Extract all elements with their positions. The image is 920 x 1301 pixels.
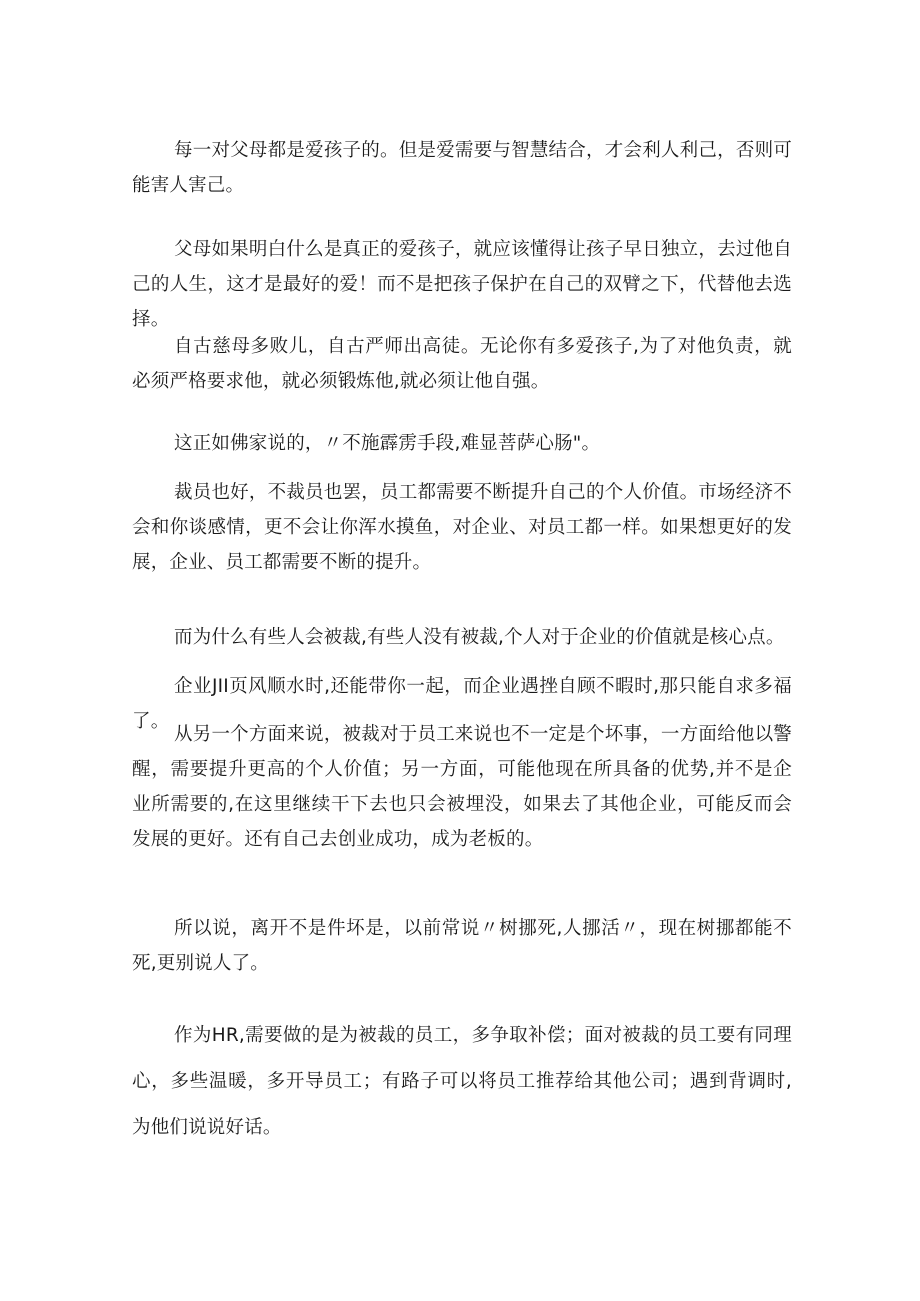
paragraph-independence: 父母如果明白什么是真正的爱孩子，就应该懂得让孩子早日独立，去过他自己的人生，这才是最好的爱！而不是把孩子保护在自己的双臂之下，代替他去选择。 <box>132 239 792 330</box>
paragraph-leaving: 所以说，离开不是件坏是，以前常说〃树挪死,人挪活〃，现在树挪都能不死,更别说人了。 <box>132 918 792 974</box>
paragraph-parents-love: 每一对父母都是爱孩子的。但是爱需要与智慧结合，才会利人利己，否则可能害人害己。 <box>132 140 792 196</box>
paragraph-other-side: 从另一个方面来说，被裁对于员工来说也不一定是个坏事，一方面给他以警醒，需要提升更高的个人价值；另一方面，可能他现在所具备的优势,并不是企业所需要的,在这里继续干下去也只会被埋没，如果去了其他企业，可能反而会发展的更好。还有自己去创业成功，成为老板的。 <box>132 724 792 850</box>
paragraph-buddhist-saying: 这正如佛家说的，〃不施霹雳手段,难显菩萨心肠"。 <box>174 433 601 454</box>
paragraph-smooth-sailing: 企业JII页风顺水时,还能带你一起，而企业遇挫自顾不暇时,那只能自求多福了。 <box>132 676 792 732</box>
paragraph-strict-teacher: 自古慈母多败儿，自古严师出高徒。无论你有多爱孩子,为了对他负责，就必须严格要求他，就必须锻炼他,就必须让他自强。 <box>132 336 792 392</box>
paragraph-layoffs: 裁员也好，不裁员也罢，员工都需要不断提升自己的个人价值。市场经济不会和你谈感情，更不会让你浑水摸鱼，对企业、对员工都一样。如果想更好的发展，企业、员工都需要不断的提升。 <box>132 482 792 573</box>
paragraph-core-value: 而为什么有些人会被裁,有些人没有被裁,个人对于企业的价值就是核心点。 <box>174 627 785 648</box>
paragraph-hr-advice: 作为HR,需要做的是为被裁的员工，多争取补偿；面对被裁的员工要有同理心，多些温暖，多开导员工；有路子可以将员工推荐给其他公司；遇到背调时,为他们说说好话。 <box>132 1025 792 1138</box>
